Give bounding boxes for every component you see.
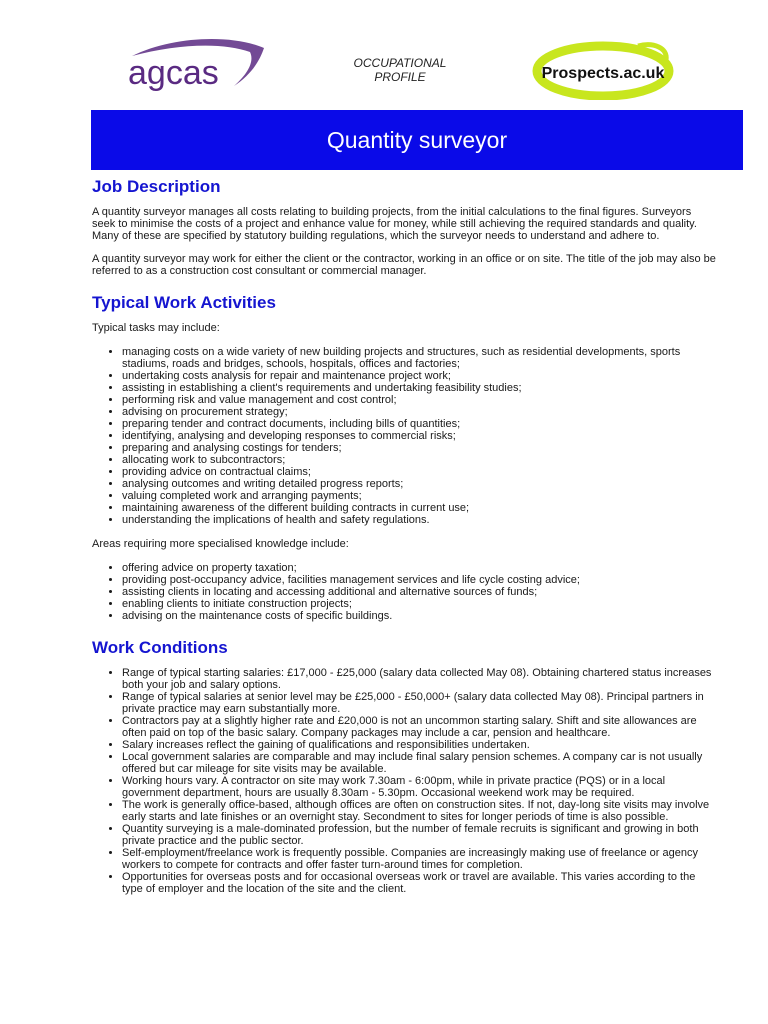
job-description-paragraph: A quantity surveyor manages all costs relating to building projects, from the initial calculations to the final figures. Surveyors seek to minimise the costs of a project and enhance value for money, while still achieving the required standards and quality. Many of these are specified by statutory building regulations, which the surveyor needs to understand and adhere to. [92, 206, 697, 242]
work-conditions-list [92, 667, 716, 895]
list-item: • identifying, analysing and developing responses to commercial risks; [122, 430, 716, 442]
list-item: • Working hours vary. A contractor on site may work 7.30am - 6:00pm, while in private practice (PQS) or in a local government department, hours are usually 8.30am - 5.30pm. Occasional weekend work may be required. [122, 775, 716, 799]
list-item: • preparing and analysing costings for tenders; [122, 442, 716, 454]
specialised-knowledge-list [92, 562, 716, 622]
occupational-profile-line2: PROFILE [374, 70, 426, 84]
typical-work-intro: Typical tasks may include: [92, 322, 220, 334]
list-item: • Self-employment/freelance work is frequently possible. Companies are increasingly making use of freelance or agency workers to compete for contracts and offer faster turn-around times for completion. [122, 847, 716, 871]
agcas-logo-text: agcas [128, 54, 219, 92]
list-item: • undertaking costs analysis for repair and maintenance project work; [122, 370, 716, 382]
list-item: • Opportunities for overseas posts and for occasional overseas work or travel are available. This varies according to the type of employer and the location of the site and the client. [122, 871, 716, 895]
list-item: • performing risk and value management and cost control; [122, 394, 716, 406]
specialised-intro: Areas requiring more specialised knowledge include: [92, 538, 349, 550]
list-item: • providing advice on contractual claims; [122, 466, 716, 478]
list-item: • assisting in establishing a client's requirements and undertaking feasibility studies; [122, 382, 716, 394]
list-item: • Quantity surveying is a male-dominated profession, but the number of female recruits is significant and growing in both private practice and the public sector. [122, 823, 716, 847]
list-item: • preparing tender and contract documents, including bills of quantities; [122, 418, 716, 430]
list-item: • advising on procurement strategy; [122, 406, 716, 418]
list-item: • analysing outcomes and writing detailed progress reports; [122, 478, 716, 490]
job-description-heading: Job Description [92, 177, 221, 196]
typical-work-heading: Typical Work Activities [92, 293, 276, 312]
prospects-logo-text: Prospects.ac.uk [541, 65, 665, 82]
main-content [92, 176, 716, 895]
typical-tasks-list [92, 346, 716, 526]
occupational-profile-label [330, 56, 470, 84]
occupational-profile-line1: OCCUPATIONAL [353, 56, 447, 70]
job-description-paragraph: A quantity surveyor may work for either the client or the contractor, working in an office or on site. The title of the job may also be referred to as a construction cost consultant or commercial manager. [92, 253, 716, 277]
list-item: • understanding the implications of health and safety regulations. [122, 514, 716, 526]
list-item: • Contractors pay at a slightly higher rate and £20,000 is not an uncommon starting salary. Shift and site allowances are often paid on top of the basic salary. Company packages may include a car, pension and healthcare. [122, 715, 716, 739]
list-item: • allocating work to subcontractors; [122, 454, 716, 466]
work-conditions-heading: Work Conditions [92, 638, 228, 657]
list-item: • The work is generally office-based, although offices are often on construction sites. If not, day-long site visits may involve early starts and late finishes or an overnight stay. Secondment to sites for longer periods of time is also possible. [122, 799, 716, 823]
list-item: • maintaining awareness of the different building contracts in current use; [122, 502, 716, 514]
list-item: • providing post-occupancy advice, facilities management services and life cycle costing advice; [122, 574, 716, 586]
list-item: • advising on the maintenance costs of specific buildings. [122, 610, 716, 622]
prospects-logo [528, 38, 678, 100]
list-item: • offering advice on property taxation; [122, 562, 716, 574]
agcas-logo [122, 34, 272, 98]
list-item: • enabling clients to initiate construction projects; [122, 598, 716, 610]
list-item: • valuing completed work and arranging payments; [122, 490, 716, 502]
page-header [0, 0, 768, 110]
list-item: • Range of typical salaries at senior level may be £25,000 - £50,000+ (salary data collected May 08). Principal partners in private practice may earn substantially more. [122, 691, 716, 715]
list-item: • Salary increases reflect the gaining of qualifications and responsibilities undertaken. [122, 739, 716, 751]
list-item: • Local government salaries are comparable and may include final salary pension schemes. A company car is not usually offered but car mileage for site visits may be available. [122, 751, 716, 775]
list-item: • assisting clients in locating and accessing additional and alternative sources of funds; [122, 586, 716, 598]
page-title: Quantity surveyor [91, 110, 743, 170]
list-item: • managing costs on a wide variety of new building projects and structures, such as residential developments, sports stadiums, roads and bridges, schools, hospitals, offices and factories; [122, 346, 716, 370]
list-item: • Range of typical starting salaries: £17,000 - £25,000 (salary data collected May 08). Obtaining chartered status increases both your job and salary options. [122, 667, 716, 691]
